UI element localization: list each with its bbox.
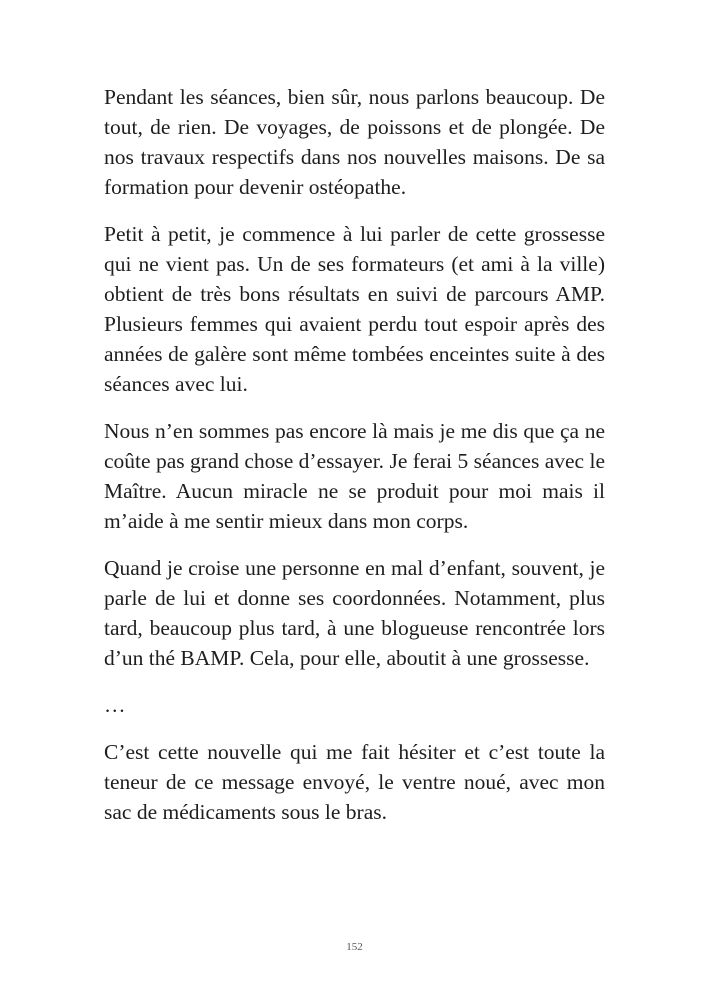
paragraph-coordonnees: Quand je croise une personne en mal d’enfant, souvent, je parle de lui et donne ses coordonnées. Notamment, plus tard, beaucoup plus tard, à une blogueuse rencontrée lors d’un thé BAMP. Cela, pour elle, aboutit à une grossesse.	[104, 556, 605, 670]
paragraph-essayer: Nous n’en sommes pas encore là mais je me dis que ça ne coûte pas grand chose d’essayer. Je ferai 5 séances avec le Maître. Aucun miracle ne se produit pour moi mais il m’aide à me sentir mieux dans mon corps.	[104, 419, 605, 533]
paragraph-seances: Pendant les séances, bien sûr, nous parlons beaucoup. De tout, de rien. De voyages, de poissons et de plongée. De nos travaux respectifs dans nos nouvelles maisons. De sa formation pour devenir ostéopathe.	[104, 85, 605, 199]
paragraph-ellipsis: …	[104, 693, 126, 717]
page-number: 152	[346, 941, 363, 953]
paragraph-grossesse: Petit à petit, je commence à lui parler de cette grossesse qui ne vient pas. Un de ses formateurs (et ami à la ville) obtient de très bons résultats en suivi de parcours AMP. Plusieurs femmes qui avaient perdu tout espoir après des années de galère sont même tombées enceintes suite à des séances avec lui.	[104, 222, 605, 396]
paragraph-message: C’est cette nouvelle qui me fait hésiter et c’est toute la teneur de ce message envoyé, le ventre noué, avec mon sac de médicaments sous le bras.	[104, 740, 605, 824]
text-body	[104, 82, 605, 827]
